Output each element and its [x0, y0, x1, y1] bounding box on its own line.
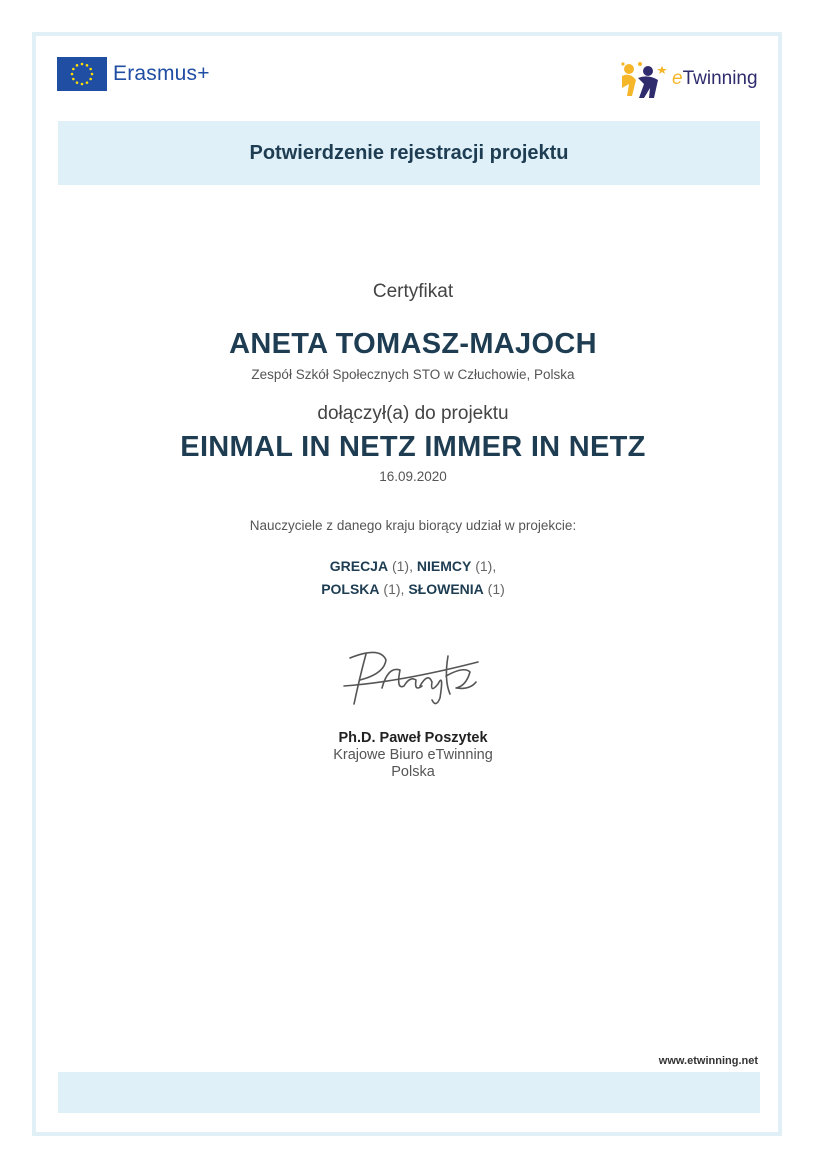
country-name: POLSKA [321, 581, 380, 597]
recipient-school: Zespół Szkół Społecznych STO w Człuchowie, Polska [251, 367, 575, 382]
certificate-label: Certyfikat [372, 281, 454, 302]
etwinning-logo [618, 58, 758, 100]
registration-date: 16.09.2020 [379, 469, 447, 484]
country-count: (1) [487, 581, 505, 597]
erasmus-logo-text: Erasmus+ [113, 62, 210, 85]
etwinning-logo-text: eTwinning [672, 68, 758, 89]
footer-band [58, 1072, 760, 1113]
signatory-name: Ph.D. Paweł Poszytek [338, 730, 488, 746]
project-name: EINMAL IN NETZ IMMER IN NETZ [180, 431, 646, 463]
page-title: Potwierdzenie rejestracji projektu [249, 141, 569, 164]
etwinning-figures-icon [618, 58, 670, 100]
signatory-country: Polska [391, 764, 435, 780]
country-line: POLSKA (1), SŁOWENIA (1) [321, 581, 505, 597]
country-name: GRECJA [329, 558, 389, 574]
handwritten-signature [340, 636, 482, 712]
country-name: SŁOWENIA [408, 581, 484, 597]
country-name: NIEMCY [416, 558, 472, 574]
title-band [58, 121, 760, 185]
participants-intro: Nauczyciele z danego kraju biorący udział w projekcie: [249, 518, 577, 533]
country-count: (1) [391, 558, 410, 574]
country-list [0, 555, 826, 601]
country-count: (1) [475, 558, 493, 574]
erasmus-logo [57, 57, 210, 91]
recipient-name: ANETA TOMASZ-MAJOCH [229, 328, 597, 360]
signatory-office: Krajowe Biuro eTwinning [333, 747, 493, 763]
website-link[interactable]: www.etwinning.net [658, 1055, 758, 1067]
country-count: (1) [383, 581, 401, 597]
country-line: GRECJA (1), NIEMCY (1), [329, 558, 497, 574]
joined-text: dołączył(a) do projektu [317, 403, 509, 424]
eu-flag-icon [57, 57, 107, 91]
